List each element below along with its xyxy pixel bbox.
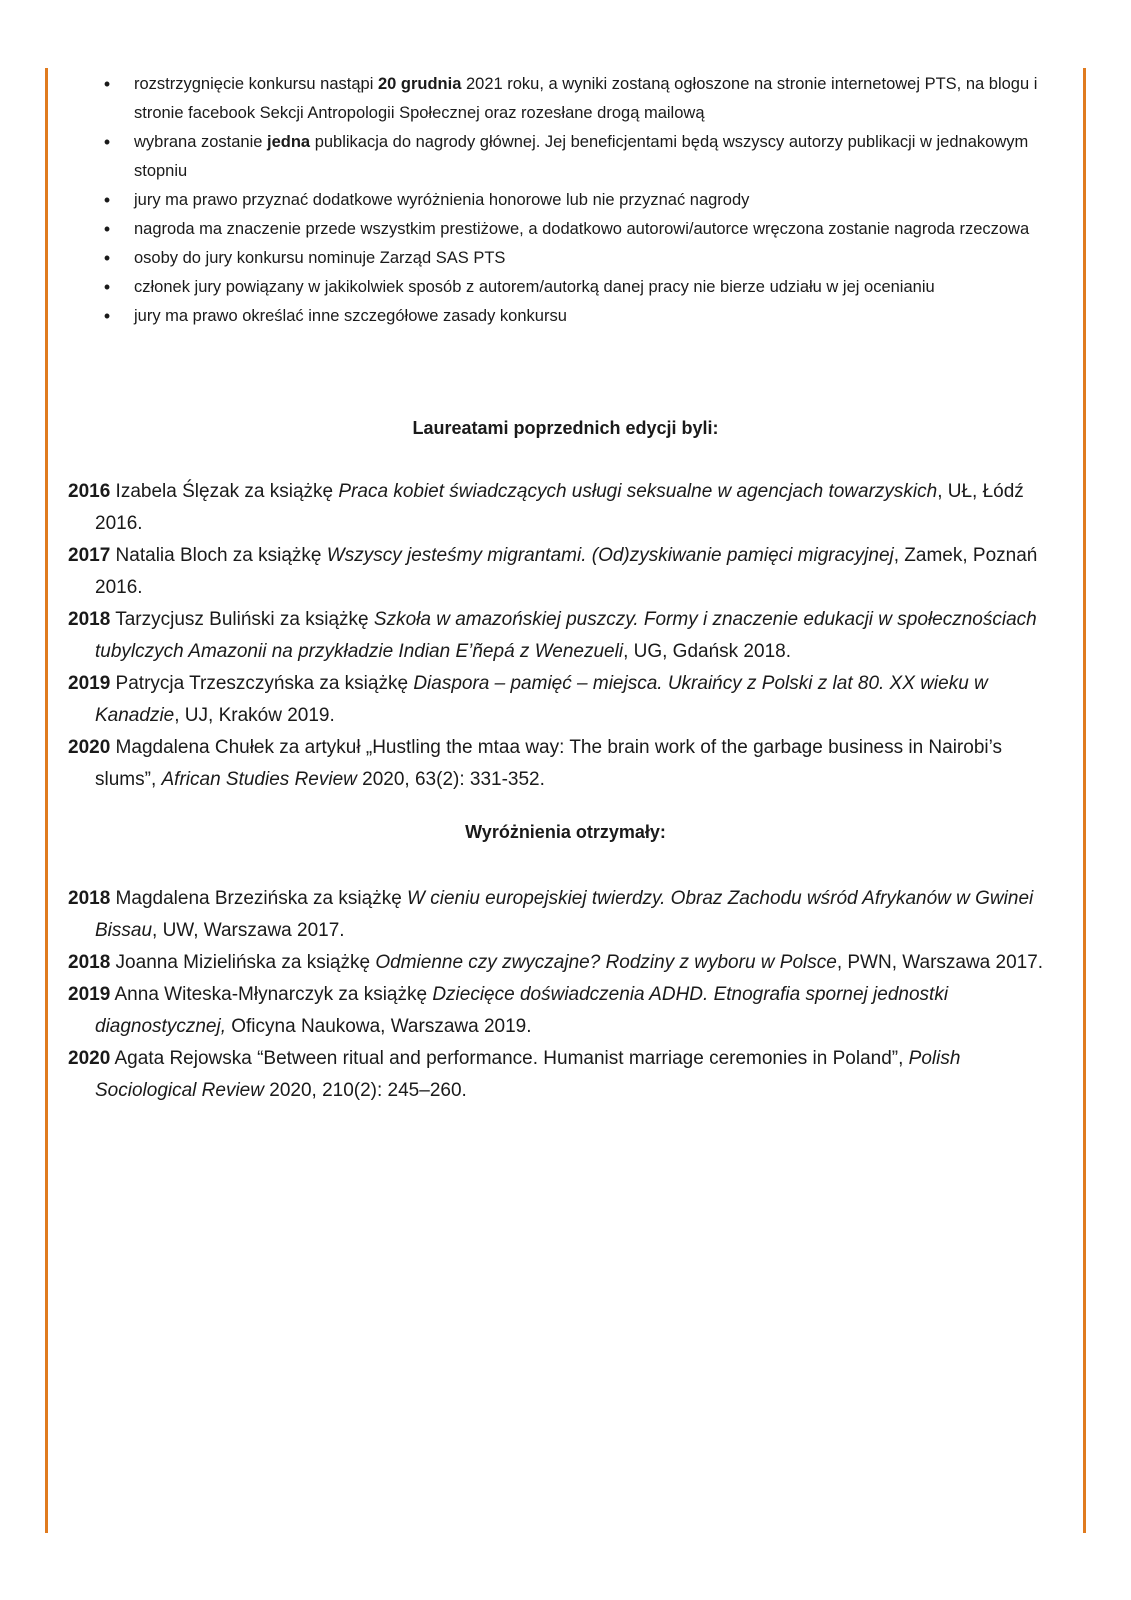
text-segment: osoby do jury konkursu nominuje Zarząd SAS PTS [134, 249, 506, 267]
text-segment: Magdalena Chułek za artykuł „Hustling the mtaa way: The brain work of the garbage business in Nairobi’s slums”, [95, 737, 1002, 790]
rule-list-item [100, 70, 1075, 128]
rule-list-item [100, 302, 1075, 331]
year-label: 2020 [68, 1048, 111, 1069]
text-segment: 2021 roku, a wyniki zostaną ogłoszone na stronie internetowej PTS, na blogu i stronie facebook Sekcji Antropologii Społecznej oraz rozesłane drogą mailową [134, 75, 1038, 122]
laureates-heading: Laureatami poprzednich edycji byli: [412, 418, 719, 438]
year-label: jedna [267, 133, 311, 151]
bullet-icon: • [103, 219, 111, 239]
rule-list-item [100, 186, 1075, 215]
year-label: 2018 [68, 952, 111, 973]
rule-list-item [100, 273, 1075, 302]
bullet-icon: • [103, 306, 111, 326]
text-segment: 2020, 63(2): 331-352. [356, 769, 545, 790]
year-label: 2020 [68, 737, 111, 758]
distinction-entry [68, 1043, 1058, 1107]
title-text: Wszyscy jesteśmy migrantami. (Od)zyskiwanie pamięci migracyjnej [326, 545, 894, 566]
text-segment: jury ma prawo przyznać dodatkowe wyróżnienia honorowe lub nie przyznać nagrody [134, 191, 750, 209]
title-text: W cieniu europejskiej twierdzy. Obraz Zachodu wśród Afrykanów w Gwinei Bissau [95, 888, 1034, 941]
text-segment: jury ma prawo określać inne szczegółowe zasady konkursu [134, 307, 567, 325]
title-text: Praca kobiet świadczących usługi seksualne w agencjach towarzyskich [338, 481, 938, 502]
laureates-list [68, 476, 1058, 796]
text-segment: , UJ, Kraków 2019. [174, 705, 335, 726]
text-segment: nagroda ma znaczenie przede wszystkim prestiżowe, a dodatkowo autorowi/autorce wręczona zostanie nagroda rzeczowa [134, 220, 1030, 238]
bullet-icon: • [103, 277, 111, 297]
year-label: 20 grudnia [377, 75, 462, 93]
laureate-entry [68, 732, 1058, 796]
text-segment: Tarzycjusz Buliński za książkę [110, 609, 374, 630]
text-segment: Oficyna Naukowa, Warszawa 2019. [225, 1016, 532, 1037]
text-segment: Joanna Mizielińska za książkę [110, 952, 376, 973]
text-segment: Natalia Bloch za książkę [110, 545, 327, 566]
text-segment: Anna Witeska-Młynarczyk za książkę [110, 984, 433, 1005]
laureate-entry [68, 476, 1058, 540]
text-segment: , UŁ, Łódź 2016. [95, 481, 1024, 534]
year-label: 2018 [68, 888, 111, 909]
text-segment: Izabela Ślęzak za książkę [110, 481, 339, 502]
text-segment: Patrycja Trzeszczyńska za książkę [110, 673, 414, 694]
text-segment: , UW, Warszawa 2017. [152, 920, 345, 941]
rule-list-item [100, 215, 1075, 244]
bullet-icon: • [103, 190, 111, 210]
bullet-icon: • [103, 74, 111, 94]
text-segment: Magdalena Brzezińska za książkę [110, 888, 408, 909]
title-text: Odmienne czy zwyczajne? Rodziny z wyboru w Polsce [375, 952, 837, 973]
text-segment: , Zamek, Poznań 2016. [95, 545, 1038, 598]
title-text: Polish Sociological Review [95, 1048, 961, 1101]
text-segment: , PWN, Warszawa 2017. [836, 952, 1044, 973]
laureate-entry [68, 604, 1058, 668]
year-label: 2018 [68, 609, 111, 630]
title-text: Szkoła w amazońskiej puszczy. Formy i znaczenie edukacji w społecznościach tubylczych Amazonii na przykładzie Indian E’ñepá z Wenezueli [95, 609, 1037, 662]
bullet-icon: • [103, 132, 111, 152]
year-label: 2019 [68, 673, 111, 694]
text-segment: 2020, 210(2): 245–260. [263, 1080, 467, 1101]
title-text: Dziecięce doświadczenia ADHD. Etnografia spornej jednostki diagnostycznej, [95, 984, 949, 1037]
laureate-entry [68, 540, 1058, 604]
left-accent-border [45, 68, 48, 1533]
distinction-entry [68, 947, 1058, 979]
year-label: 2017 [68, 545, 111, 566]
text-segment: Agata Rejowska “Between ritual and performance. Humanist marriage ceremonies in Poland”, [110, 1048, 909, 1069]
rule-list-item [100, 128, 1075, 186]
bullet-icon: • [103, 248, 111, 268]
distinction-entry [68, 883, 1058, 947]
distinctions-heading: Wyróżnienia otrzymały: [465, 822, 666, 842]
text-segment: , UG, Gdańsk 2018. [623, 641, 791, 662]
title-text: African Studies Review [161, 769, 357, 790]
text-segment: publikacja do nagrody głównej. Jej beneficjentami będą wszyscy autorzy publikacji w jednakowym stopniu [134, 133, 1029, 180]
year-label: 2019 [68, 984, 111, 1005]
rules-bullet-list [100, 70, 1075, 331]
text-segment: członek jury powiązany w jakikolwiek sposób z autorem/autorką danej pracy nie bierze udziału w jej ocenianiu [134, 278, 935, 296]
title-text: Diaspora – pamięć – miejsca. Ukraińcy z Polski z lat 80. XX wieku w Kanadzie [95, 673, 988, 726]
distinction-entry [68, 979, 1058, 1043]
laureate-entry [68, 668, 1058, 732]
right-accent-border [1083, 68, 1086, 1533]
rule-list-item [100, 244, 1075, 273]
text-segment: wybrana zostanie [134, 133, 267, 151]
year-label: 2016 [68, 481, 111, 502]
distinctions-list [68, 883, 1058, 1107]
text-segment: rozstrzygnięcie konkursu nastąpi [134, 75, 378, 93]
